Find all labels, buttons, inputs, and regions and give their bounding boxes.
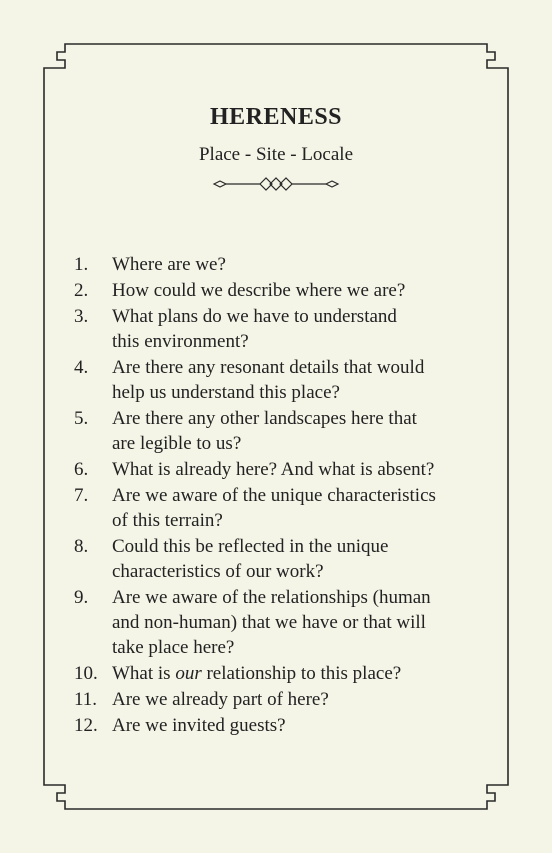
question-text-line: and non-human) that we have or that will <box>112 612 426 633</box>
question-number: 5. <box>74 408 89 429</box>
question-text-line: of this terrain? <box>112 510 223 531</box>
question-text-line: are legible to us? <box>112 433 242 454</box>
question-text-line: Are we aware of the unique characteristics <box>112 485 436 506</box>
question-item <box>74 304 494 354</box>
question-text <box>112 355 494 405</box>
question-text-line: this environment? <box>112 331 249 352</box>
question-text <box>112 457 494 482</box>
question-text <box>112 304 494 354</box>
question-text-line: Where are we? <box>112 254 226 275</box>
question-number: 3. <box>74 306 89 327</box>
question-text-after: relationship to this place? <box>201 663 402 684</box>
question-text-line: take place here? <box>112 637 235 658</box>
divider-ornament <box>212 174 340 194</box>
question-text <box>112 278 494 303</box>
question-number: 8. <box>74 536 89 557</box>
question-text-line: Are we aware of the relationships (human <box>112 587 431 608</box>
page-subtitle: Place - Site - Locale <box>198 144 354 165</box>
question-text <box>112 483 494 533</box>
question-list <box>74 252 494 739</box>
question-item <box>74 406 494 456</box>
question-item <box>74 278 494 303</box>
question-item <box>74 483 494 533</box>
question-text-line: How could we describe where we are? <box>112 280 406 301</box>
question-text <box>112 661 494 686</box>
question-number: 12. <box>74 715 98 736</box>
question-item <box>74 457 494 482</box>
question-number: 6. <box>74 459 89 480</box>
question-text <box>112 406 494 456</box>
question-text <box>112 687 494 712</box>
question-text-line: Could this be reflected in the unique <box>112 536 389 557</box>
question-text-line: What plans do we have to understand <box>112 306 397 327</box>
question-item <box>74 252 494 277</box>
question-number: 9. <box>74 587 89 608</box>
question-number: 4. <box>74 357 89 378</box>
question-text-emphasis: our <box>175 663 202 684</box>
question-text <box>112 713 494 738</box>
question-text-line: help us understand this place? <box>112 382 340 403</box>
question-item <box>74 355 494 405</box>
question-item <box>74 661 494 686</box>
question-number: 7. <box>74 485 89 506</box>
page-title: HERENESS <box>209 104 343 130</box>
question-text-line: characteristics of our work? <box>112 561 324 582</box>
question-text-line: Are there any other landscapes here that <box>112 408 417 429</box>
question-item <box>74 687 494 712</box>
question-item <box>74 713 494 738</box>
question-number: 2. <box>74 280 89 301</box>
question-text-line: Are we already part of here? <box>112 689 329 710</box>
question-number: 1. <box>74 254 89 275</box>
question-text <box>112 585 494 660</box>
question-number: 11. <box>74 689 98 710</box>
question-number: 10. <box>74 663 98 684</box>
question-text-line: Are there any resonant details that would <box>112 357 425 378</box>
question-item <box>74 585 494 660</box>
question-text <box>112 534 494 584</box>
question-text-before: What is <box>112 663 176 684</box>
question-text-line: What is already here? And what is absent? <box>112 459 435 480</box>
question-item <box>74 534 494 584</box>
question-text <box>112 252 494 277</box>
question-text-line: Are we invited guests? <box>112 715 286 736</box>
